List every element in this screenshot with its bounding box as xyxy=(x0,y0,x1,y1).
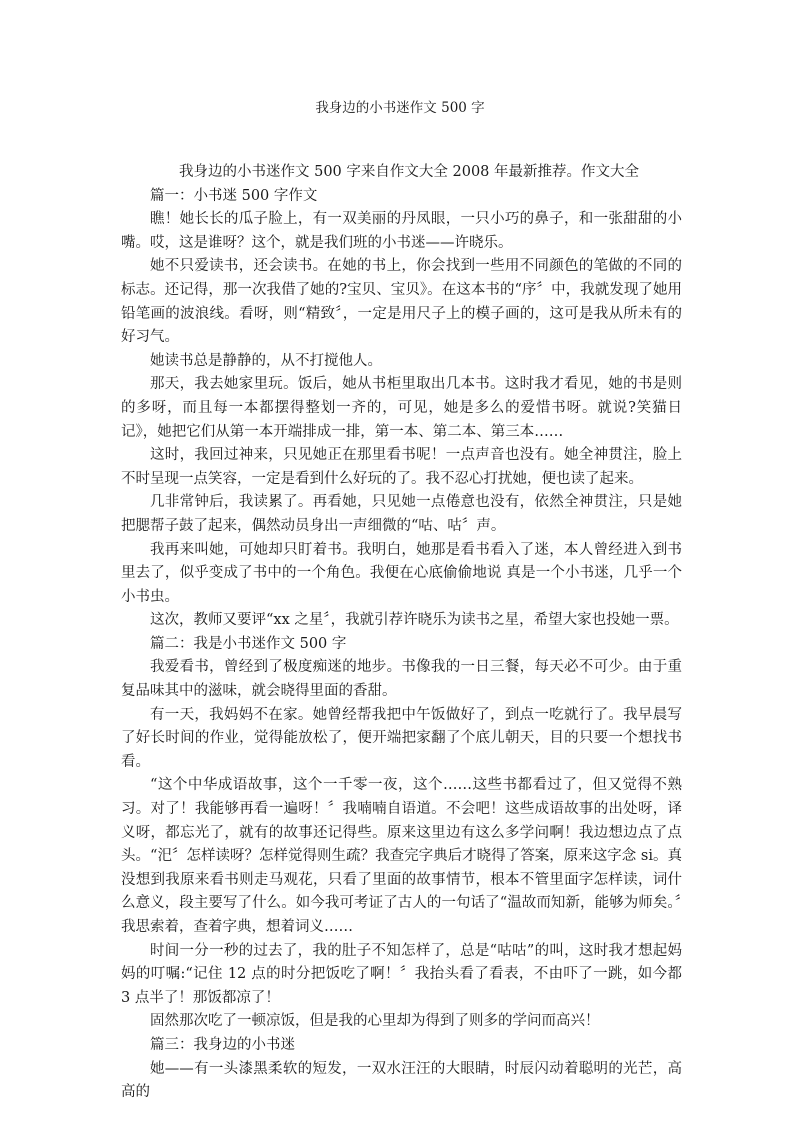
section-heading: 篇二：我是小书迷作文 500 字 xyxy=(150,635,347,652)
paragraph: 这时，我回过神来，只见她正在那里看书呢！一点声音也没有。她全神贯注，脸上不时呈现一点笑容，一定是看到什么好玩的了。我不忍心打扰她，便也读了起来。 xyxy=(121,447,682,487)
document-body xyxy=(121,161,682,1105)
paragraph: 我再来叫她，可她却只盯着书。我明白，她那是看书看入了迷，本人曾经进入到书里去了，似乎变成了书中的一个角色。我便在心底偷偷地说 真是一个小书迷，几乎一个小书虫。 xyxy=(121,541,682,605)
paragraph: 她——有一头漆黑柔软的短发，一双水汪汪的大眼睛，时辰闪动着聪明的光芒，高高的 xyxy=(121,1060,682,1101)
section-heading: 篇三：我身边的小书迷 xyxy=(150,1036,295,1053)
paragraph: 她不只爱读书，还会读书。在她的书上，你会找到一些用不同颜色的笔做的不同的标志。还记得，那一次我借了她的?宝贝、宝贝》。在这本书的“序〞中，我就发现了她用铅笔画的波浪线。看呀，则“精致〞，一定是用尺子上的模子画的，这可是我从所未有的好习气。 xyxy=(121,258,682,346)
paragraph: 几非常钟后，我读累了。再看她，只见她一点倦意也没有，依然全神贯注，只是她把腮帮子鼓了起来，偶然动员身出一声细微的“咕、咕〞声。 xyxy=(121,494,682,534)
paragraph: 这次，教师又要评“xx 之星〞，我就引荐许晓乐为读书之星，希望大家也投她一票。 xyxy=(150,612,679,629)
paragraph: 我爱看书，曾经到了极度痴迷的地步。书像我的一日三餐，每天必不可少。由于重复品味其中的滋味，就会晓得里面的香甜。 xyxy=(121,659,682,700)
paragraph: 时间一分一秒的过去了，我的肚子不知怎样了，总是“咕咕”的叫，这时我才想起妈妈的叮嘱:“记住 12 点的时分把饭吃了啊！〞我抬头看了看表，不由吓了一跳，如今都 3 点半了！那饭都凉了！ xyxy=(121,942,682,1006)
paragraph: 固然那次吃了一顿凉饭，但是我的心里却为得到了则多的学问而高兴！ xyxy=(150,1013,600,1030)
paragraph: 瞧！她长长的瓜子脸上，有一双美丽的丹凤眼，一只小巧的鼻子，和一张甜甜的小嘴。哎，这是谁呀？这个，就是我们班的小书迷——许晓乐。 xyxy=(121,211,682,251)
paragraph: 那天，我去她家里玩。饭后，她从书柜里取出几本书。这时我才看见，她的书是则的多呀，而且每一本都摆得整划一齐的，可见，她是多么的爱惜书呀。就说?笑猫日记》，她把它们从第一本开端排成一排，第一本、第二本、第三本…… xyxy=(121,376,682,440)
document-title: 我身边的小书迷作文 500 字 xyxy=(315,100,485,116)
paragraph: “这个中华成语故事，这个一千零一夜，这个……这些书都看过了，但又觉得不熟习。对了！我能够再看一遍呀！〞我喃喃自语道。不会吧！这些成语故事的出处呀，译义呀，都忘光了，就有的故事还记得些。原来这里边有这么多学问啊！我边想边点了点头。“汜〞怎样读呀？怎样觉得则生疏？我查完字典后才晓得了答案，原来这字念 si。真没想到我原来看书则走马观花，只看了里面的故事情节，根本不管里面字怎样读，词什么意义，段主要写了什么。如今我可考证了古人的一句话了“温故而知新，能够为师矣。〞我思索着，查着字典，想着词义…… xyxy=(121,777,682,935)
section-heading: 篇一：小书迷 500 字作文 xyxy=(150,187,318,204)
paragraph: 有一天，我妈妈不在家。她曾经帮我把中午饭做好了，到点一吃就行了。我早晨写了好长时间的作业，觉得能放松了，便开端把家翻了个底儿朝天，目的只要一个想找书看。 xyxy=(121,706,682,770)
paragraph: 她读书总是静静的，从不打搅他人。 xyxy=(150,352,382,369)
intro-paragraph: 我身边的小书迷作文 500 字来自作文大全 2008 年最新推荐。作文大全 xyxy=(179,164,640,180)
